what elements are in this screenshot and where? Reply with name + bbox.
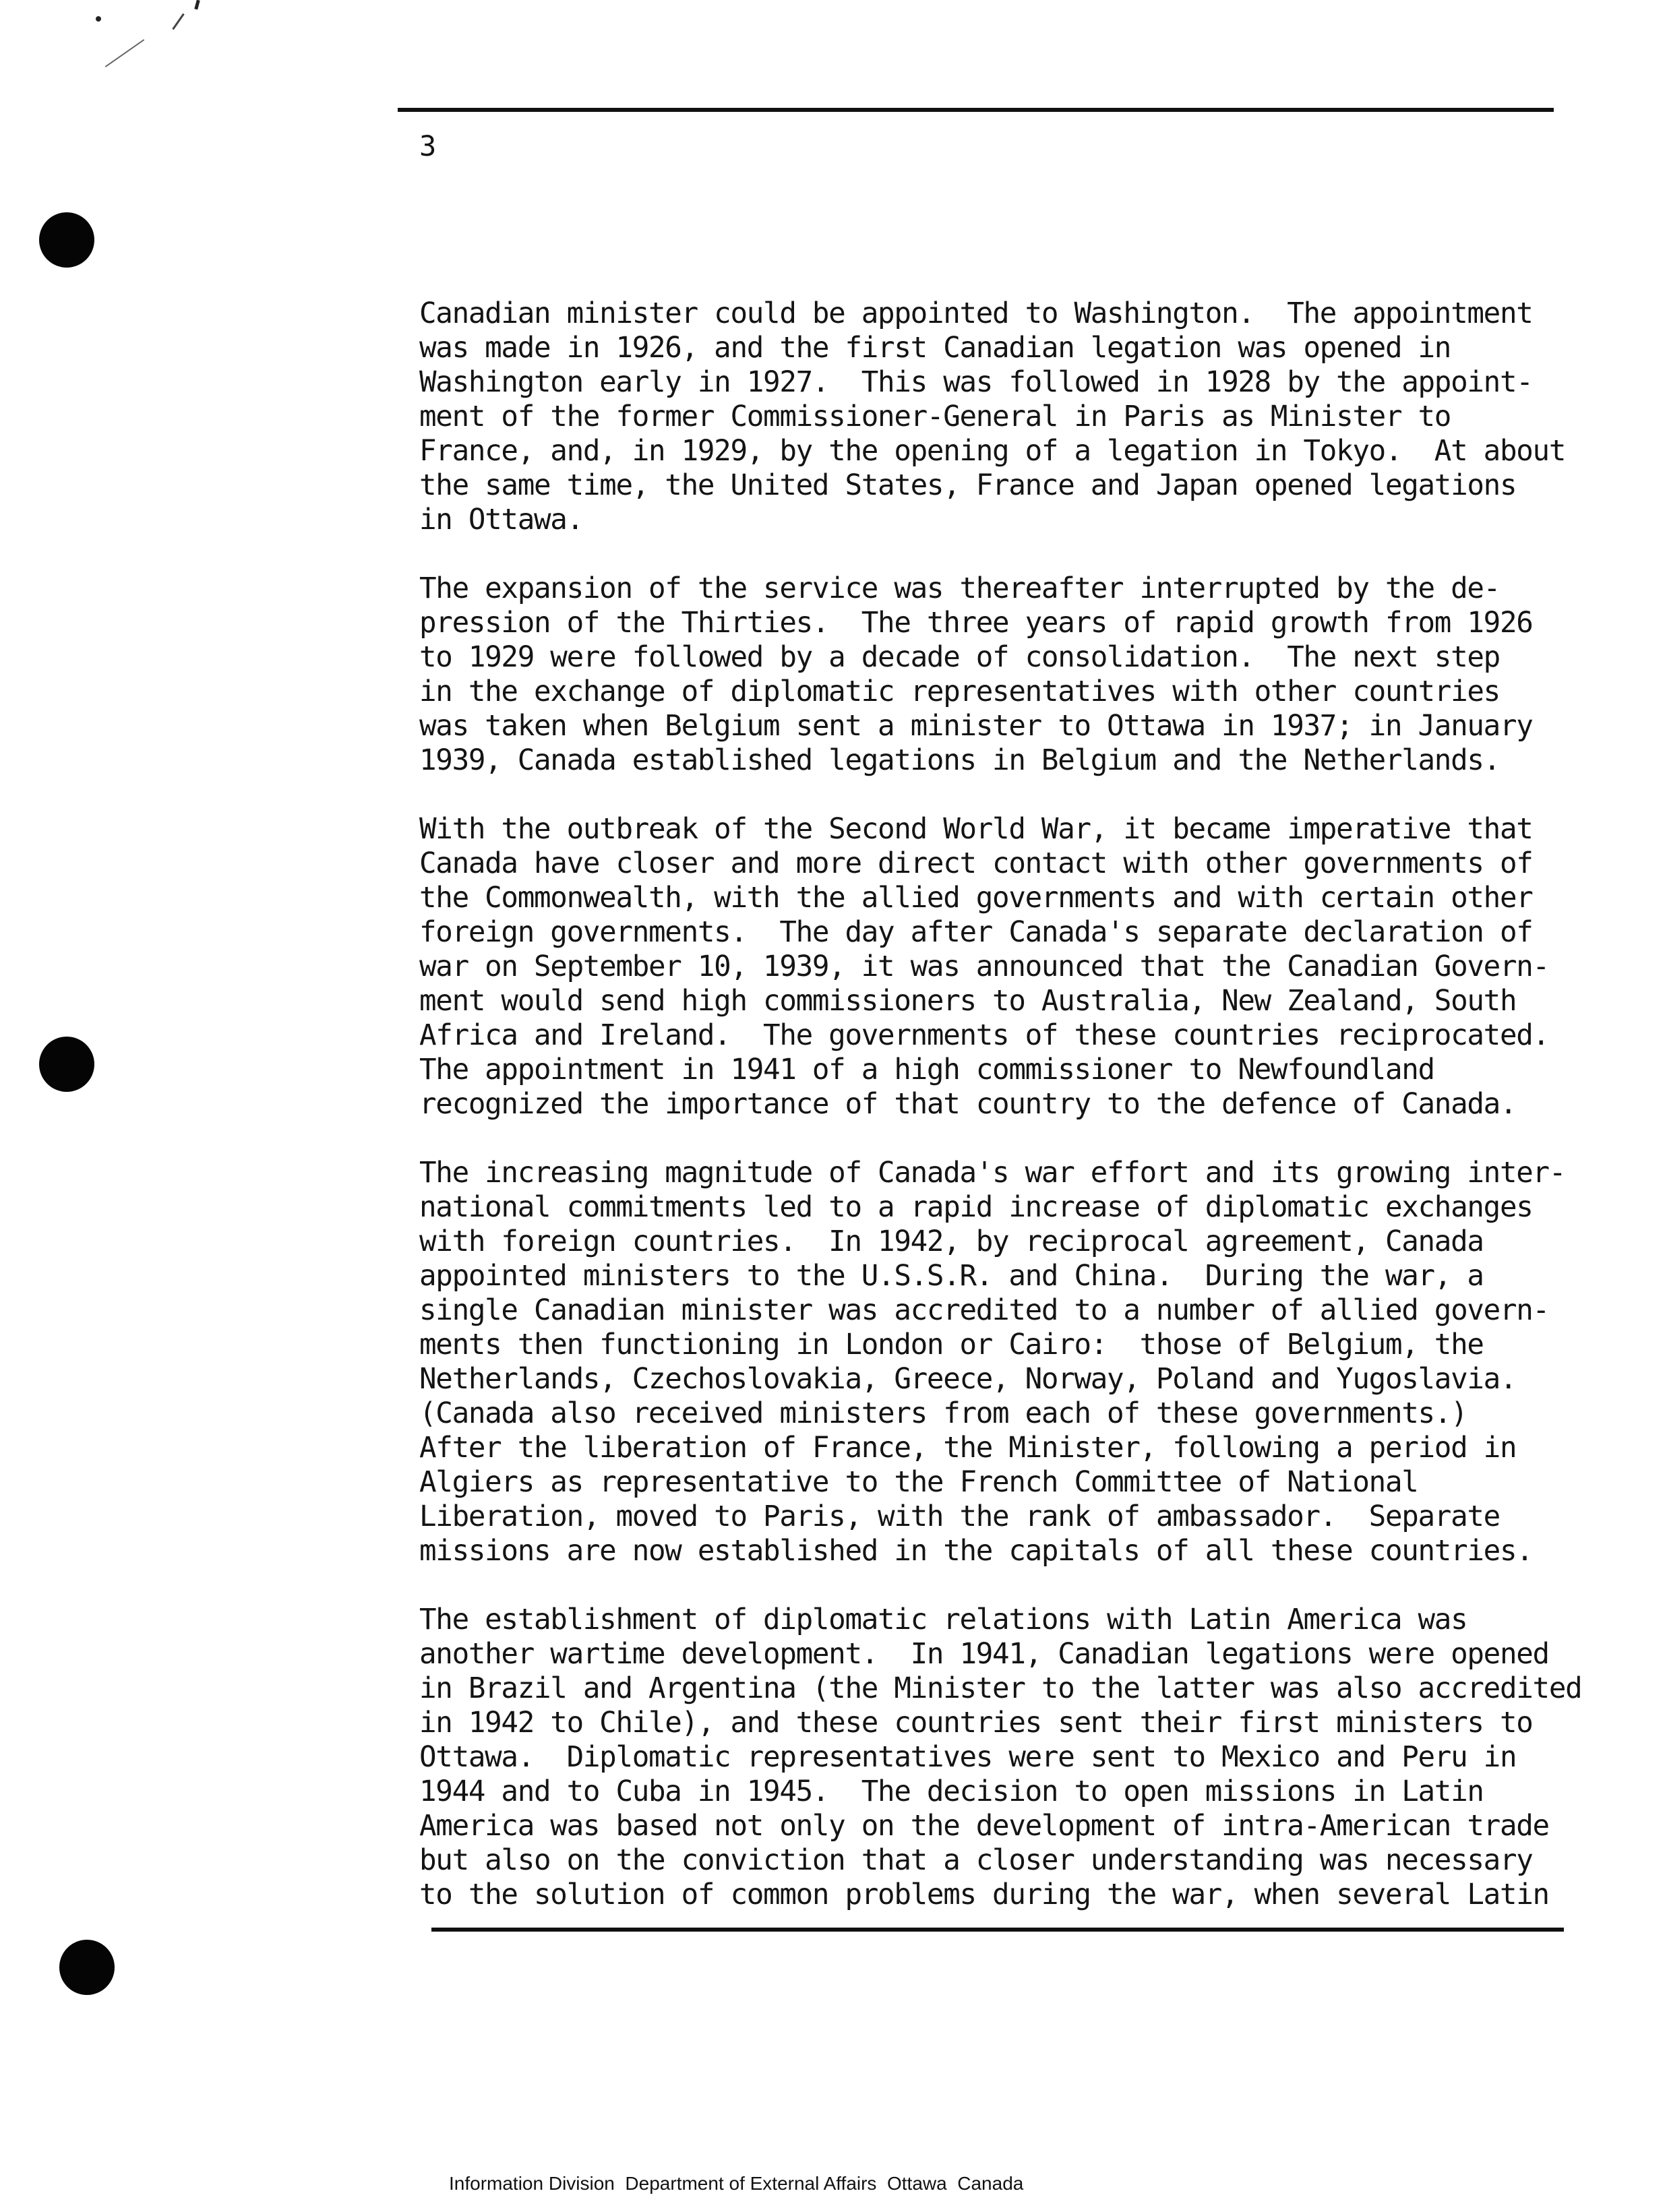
scan-speck	[105, 39, 144, 67]
punch-hole	[59, 1940, 115, 1995]
scan-speck	[194, 0, 200, 9]
text-line: America was based not only on the development of intra-American trade	[419, 1810, 1549, 1843]
text-line: After the liberation of France, the Minister, following a period in	[419, 1432, 1517, 1465]
page-number: 3	[419, 129, 437, 162]
bottom-rule	[431, 1928, 1564, 1932]
text-line: to the solution of common problems during the war, when several Latin	[419, 1878, 1549, 1911]
text-line: war on September 10, 1939, it was announced that the Canadian Govern-	[419, 950, 1549, 983]
text-line: Africa and Ireland. The governments of these countries reciprocated.	[419, 1019, 1549, 1052]
text-line: in Ottawa.	[419, 503, 583, 536]
text-line: Liberation, moved to Paris, with the rank of ambassador. Separate	[419, 1500, 1500, 1533]
text-line: another wartime development. In 1941, Canadian legations were opened	[419, 1638, 1549, 1671]
text-line: Algiers as representative to the French Committee of National	[419, 1466, 1418, 1499]
text-line: the Commonwealth, with the allied governments and with certain other	[419, 882, 1533, 915]
text-line: was made in 1926, and the first Canadian legation was opened in	[419, 332, 1451, 365]
text-line: Washington early in 1927. This was followed in 1928 by the appoint-	[419, 366, 1533, 399]
text-line: was taken when Belgium sent a minister to Ottawa in 1937; in January	[419, 710, 1533, 743]
text-line: Canada have closer and more direct contact with other governments of	[419, 847, 1533, 880]
text-line: national commitments led to a rapid increase of diplomatic exchanges	[419, 1191, 1533, 1224]
text-line: with foreign countries. In 1942, by reciprocal agreement, Canada	[419, 1225, 1484, 1258]
text-line: ment of the former Commissioner-General in Paris as Minister to	[419, 400, 1451, 433]
text-line: Canadian minister could be appointed to Washington. The appointment	[419, 297, 1533, 330]
body-paragraph	[419, 1156, 1619, 1568]
body-paragraph	[419, 572, 1619, 778]
text-line: foreign governments. The day after Canada's separate declaration of	[419, 916, 1533, 949]
punch-hole	[39, 1037, 94, 1092]
text-line: in Brazil and Argentina (the Minister to the latter was also accredited	[419, 1672, 1582, 1705]
footer-imprint: Information Division Department of External Affairs Ottawa Canada	[449, 2173, 1024, 2194]
text-line: France, and, in 1929, by the opening of a legation in Tokyo. At about	[419, 435, 1566, 468]
text-line: With the outbreak of the Second World War, it became imperative that	[419, 813, 1533, 846]
body-paragraph	[419, 1603, 1619, 1912]
text-line: the same time, the United States, France and Japan opened legations	[419, 469, 1517, 502]
text-line: 1939, Canada established legations in Belgium and the Netherlands.	[419, 744, 1500, 777]
text-line: Ottawa. Diplomatic representatives were sent to Mexico and Peru in	[419, 1741, 1517, 1774]
text-line: The increasing magnitude of Canada's war effort and its growing inter-	[419, 1157, 1566, 1190]
top-rule	[398, 108, 1554, 112]
text-line: but also on the conviction that a closer understanding was necessary	[419, 1844, 1533, 1877]
text-line: The expansion of the service was thereafter interrupted by the de-	[419, 572, 1500, 605]
text-line: 1944 and to Cuba in 1945. The decision to open missions in Latin	[419, 1775, 1484, 1808]
body-paragraph	[419, 812, 1619, 1122]
body-text	[419, 297, 1619, 1946]
text-line: ments then functioning in London or Cairo: those of Belgium, the	[419, 1328, 1484, 1361]
text-line: The appointment in 1941 of a high commissioner to Newfoundland	[419, 1053, 1434, 1086]
text-line: (Canada also received ministers from each of these governments.)	[419, 1397, 1467, 1430]
text-line: Netherlands, Czechoslovakia, Greece, Norway, Poland and Yugoslavia.	[419, 1363, 1517, 1396]
text-line: missions are now established in the capitals of all these countries.	[419, 1535, 1533, 1568]
text-line: appointed ministers to the U.S.S.R. and China. During the war, a	[419, 1260, 1484, 1293]
text-line: in 1942 to Chile), and these countries sent their first ministers to	[419, 1707, 1533, 1740]
punch-hole	[39, 212, 94, 268]
text-line: The establishment of diplomatic relations with Latin America was	[419, 1603, 1467, 1636]
text-line: pression of the Thirties. The three years of rapid growth from 1926	[419, 607, 1533, 640]
text-line: ment would send high commissioners to Australia, New Zealand, South	[419, 985, 1517, 1018]
scan-speck	[172, 13, 185, 30]
body-paragraph	[419, 297, 1619, 537]
text-line: single Canadian minister was accredited to a number of allied govern-	[419, 1294, 1549, 1327]
text-line: in the exchange of diplomatic representatives with other countries	[419, 675, 1500, 708]
scan-speck	[96, 16, 101, 22]
text-line: recognized the importance of that country to the defence of Canada.	[419, 1088, 1517, 1121]
text-line: to 1929 were followed by a decade of consolidation. The next step	[419, 641, 1500, 674]
